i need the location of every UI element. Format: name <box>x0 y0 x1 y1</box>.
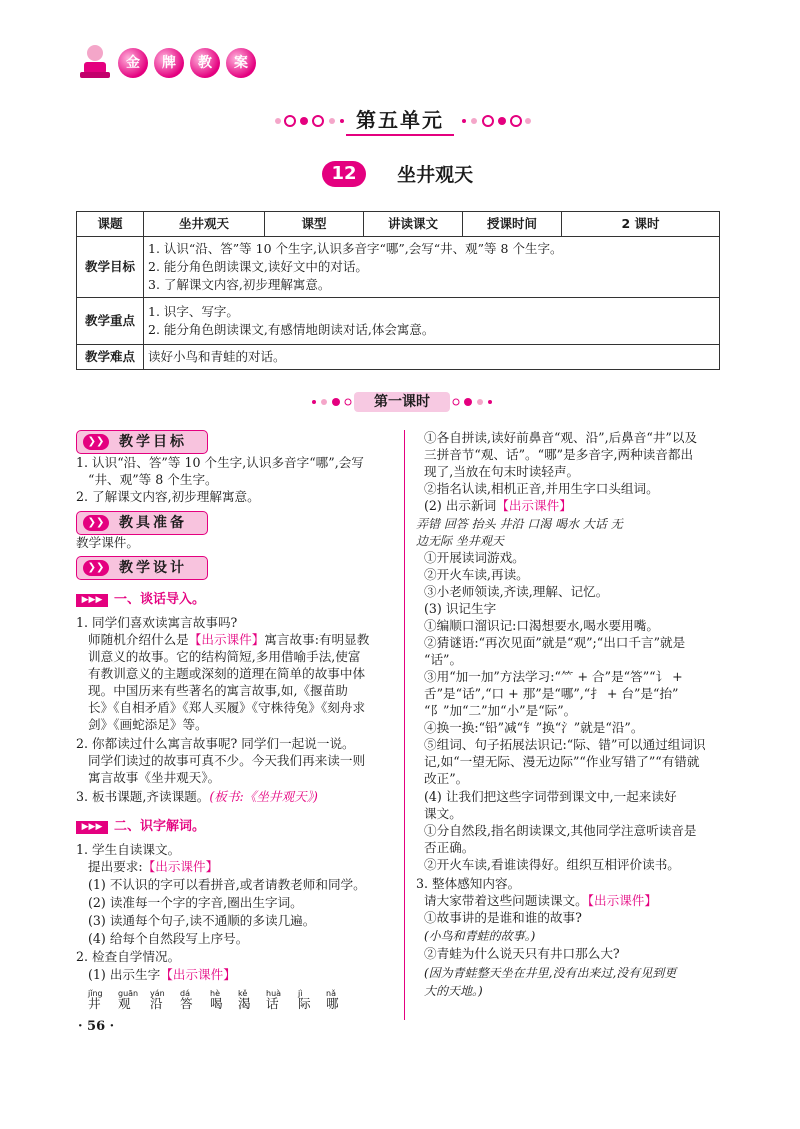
text-line: 同学们读过的故事可真不少。今天我们再来读一则 <box>88 753 366 768</box>
text-line: ①分自然段,指名朗读课文,其他同学注意听读音是 <box>424 823 697 838</box>
page-number: · 56 · <box>78 1019 115 1034</box>
text-line: ②开火车读,看谁读得好。组织互相评价读书。 <box>424 857 680 872</box>
text-line: (1) 出示生字【出示课件】 <box>88 967 236 982</box>
text-line: 提出要求:【出示课件】 <box>88 859 219 874</box>
text-line: ①编顺口溜识记:口渴想要水,喝水要用嘴。 <box>424 618 659 633</box>
badge-teaching-tools: ❯❯ 教具准备 <box>76 511 208 535</box>
arrow-icon: ▶▶▶ <box>76 594 108 607</box>
table-cell <box>144 298 720 345</box>
text-line: 寓言故事《坐井观天》。 <box>88 770 221 785</box>
text-line: ①各自拼读,读好前鼻音“观、沿”,后鼻音“井”以及 <box>424 430 698 445</box>
pinyin: huà <box>266 989 282 998</box>
pinyin: nǎ <box>326 989 336 998</box>
text-line: ②指名认读,相机正音,并用生字口头组词。 <box>424 481 659 496</box>
text-line: 3. 板书课题,齐读课题。(板书:《坐井观天》) <box>76 789 318 804</box>
char: 喝 <box>210 996 223 1011</box>
key-line: 1. 识字、写字。 <box>148 304 239 319</box>
step-heading: ▶▶▶ 一、谈话导入。 <box>76 592 205 608</box>
text-line: ②青蛙为什么说天只有井口那么大? <box>424 946 620 961</box>
table-cell: 授课时间 <box>463 212 562 237</box>
text-line: ①故事讲的是谁和谁的故事? <box>424 910 582 925</box>
text-line: (1) 不认识的字可以看拼音,或者请教老师和同学。 <box>88 877 366 892</box>
text-line: 师随机介绍什么是【出示课件】寓言故事:有明显教 <box>88 632 370 647</box>
goal-line: 3. 了解课文内容,初步理解寓意。 <box>148 277 331 292</box>
table-cell: 坐井观天 <box>144 212 265 237</box>
table-row <box>77 345 720 370</box>
chevron-down-icon: ❯❯ <box>83 434 109 450</box>
text-line: 改正”。 <box>424 771 469 786</box>
unit-title: 第五单元 <box>346 106 454 136</box>
table-cell: 教学重点 <box>77 298 144 345</box>
pinyin: jǐng <box>88 989 103 998</box>
text-line: 2. 了解课文内容,初步理解寓意。 <box>76 489 260 504</box>
chevron-down-icon: ❯❯ <box>83 515 109 531</box>
pinyin: yán <box>150 989 165 998</box>
badge-teaching-design: ❯❯ 教学设计 <box>76 556 208 580</box>
key-line: 2. 能分角色朗读课文,有感情地朗读对话,体会寓意。 <box>148 322 435 337</box>
char: 井 <box>88 996 101 1011</box>
unit-title-banner <box>270 106 530 136</box>
pinyin: kě <box>238 989 248 998</box>
table-row <box>77 212 720 237</box>
pinyin: hè <box>210 989 220 998</box>
text-line: 弄错 回答 抬头 井沿 口渴 喝水 大话 无 <box>416 517 623 531</box>
brand-char: 教 <box>190 48 220 78</box>
text-line: 剑》《画蛇添足》等。 <box>88 717 208 732</box>
table-row <box>77 298 720 345</box>
section-header <box>308 392 496 414</box>
table-cell <box>144 237 720 298</box>
mascot-icon <box>78 42 112 80</box>
lesson-title <box>322 160 473 190</box>
text-line: ④换一换:“铅”减“钅”换“氵”就是“沿”。 <box>424 720 644 735</box>
text-line: 长》《自相矛盾》《郑人买履》《守株待兔》《刻舟求 <box>88 700 366 715</box>
brand-logo <box>78 42 268 82</box>
pinyin: guān <box>118 989 139 998</box>
text-line: (4) 让我们把这些字词带到课文中,一起来读好 <box>424 789 677 804</box>
text-line: 1. 认识“沿、答”等 10 个生字,认识多音字“哪”,会写 <box>76 455 364 470</box>
brand-char: 金 <box>118 48 148 78</box>
text-line: 3. 整体感知内容。 <box>416 876 521 891</box>
char: 渴 <box>238 996 251 1011</box>
text-line: “井、观”等 8 个生字。 <box>88 472 218 487</box>
lesson-name: 坐井观天 <box>397 164 474 186</box>
pinyin: jì <box>298 989 303 998</box>
text-line: 课文。 <box>424 806 462 821</box>
text-line: (3) 识记生字 <box>424 601 497 616</box>
column-divider <box>404 430 405 1020</box>
text-line: 现。中国历来有些著名的寓言故事,如,《揠苗助 <box>88 683 348 698</box>
text-line: 2. 你都读过什么寓言故事呢? 同学们一起说一说。 <box>76 736 355 751</box>
table-cell: 教学难点 <box>77 345 144 370</box>
table-cell: 2 课时 <box>562 212 720 237</box>
char: 际 <box>298 996 311 1011</box>
decor-dots-icon <box>270 114 350 128</box>
table-cell: 讲读课文 <box>364 212 463 237</box>
goal-line: 1. 认识“沿、答”等 10 个生字,认识多音字“哪”,会写“井、观”等 8 个生字。 <box>148 241 563 256</box>
text-line: (小鸟和青蛙的故事。) <box>424 929 536 943</box>
text-line: 记,如“一望无际、漫无边际”“作业写错了”“有错就 <box>424 754 700 769</box>
pinyin: dá <box>180 989 190 998</box>
decor-dots-icon <box>308 396 354 408</box>
text-line: ⑤组词、句子拓展法识记:“际、错”可以通过组词识 <box>424 737 706 752</box>
text-line: 否正确。 <box>424 840 475 855</box>
lesson-plan-table <box>76 211 720 370</box>
char: 答 <box>180 996 193 1011</box>
text-line: 请大家带着这些问题读课文。【出示课件】 <box>424 893 657 908</box>
text-line: (因为青蛙整天坐在井里,没有出来过,没有见到更 <box>424 966 677 980</box>
text-line: 1. 同学们喜欢读寓言故事吗? <box>76 615 238 630</box>
text-line: 教学课件。 <box>76 535 139 550</box>
text-line: “话”。 <box>424 652 463 667</box>
text-line: 现了,当放在句末时读轻声。 <box>424 464 580 479</box>
decor-dots-icon <box>456 114 536 128</box>
table-cell: 读好小鸟和青蛙的对话。 <box>144 345 720 370</box>
text-line: 舌”是“话”,“口 + 那”是“哪”,“扌 + 台”是“抬” <box>424 686 679 701</box>
step-heading: ▶▶▶ 二、识字解词。 <box>76 819 205 835</box>
decor-dots-icon <box>450 396 496 408</box>
section-title: 第一课时 <box>354 392 450 412</box>
table-row <box>77 237 720 298</box>
chevron-down-icon: ❯❯ <box>83 560 109 576</box>
text-line: 1. 学生自读课文。 <box>76 842 181 857</box>
text-line: (2) 出示新词【出示课件】 <box>424 498 572 513</box>
brand-char: 牌 <box>154 48 184 78</box>
text-line: ③小老师领读,齐读,理解、记忆。 <box>424 584 609 599</box>
char: 哪 <box>326 996 339 1011</box>
table-cell: 课题 <box>77 212 144 237</box>
badge-teaching-goals: ❯❯ 教学目标 <box>76 430 208 454</box>
text-line: (4) 给每个自然段写上序号。 <box>88 931 249 946</box>
text-line: (2) 读准每一个字的字音,圈出生字词。 <box>88 895 303 910</box>
text-line: ②猜谜语:“再次见面”就是“观”;“出口千言”就是 <box>424 635 686 650</box>
goal-line: 2. 能分角色朗读课文,读好文中的对话。 <box>148 259 368 274</box>
text-line: (3) 读通每个句子,读不通顺的多读几遍。 <box>88 913 316 928</box>
lesson-number: 12 <box>322 161 366 187</box>
text-line: 有教训意义的主题或深刻的道理在简单的故事中体 <box>88 666 366 681</box>
text-line: 三拼音节“观、话”。“哪”是多音字,两种读音都出 <box>424 447 694 462</box>
text-line: 大的天地。) <box>424 984 483 998</box>
text-line: “阝”加“二”加“小”是“际”。 <box>424 703 577 718</box>
table-cell: 教学目标 <box>77 237 144 298</box>
brand-char: 案 <box>226 48 256 78</box>
text-line: ③用“加一加”方法学习:“⺮ + 合”是“答”“讠 + <box>424 669 683 684</box>
table-cell: 课型 <box>265 212 364 237</box>
char: 观 <box>118 996 131 1011</box>
arrow-icon: ▶▶▶ <box>76 821 108 834</box>
text-line: ①开展读词游戏。 <box>424 550 525 565</box>
text-line: ②开火车读,再读。 <box>424 567 529 582</box>
text-line: 训意义的故事。它的结构简短,多用借喻手法,使富 <box>88 649 361 664</box>
text-line: 2. 检查自学情况。 <box>76 949 181 964</box>
char: 沿 <box>150 996 163 1011</box>
char: 话 <box>266 996 279 1011</box>
text-line: 边无际 坐井观天 <box>416 534 504 548</box>
